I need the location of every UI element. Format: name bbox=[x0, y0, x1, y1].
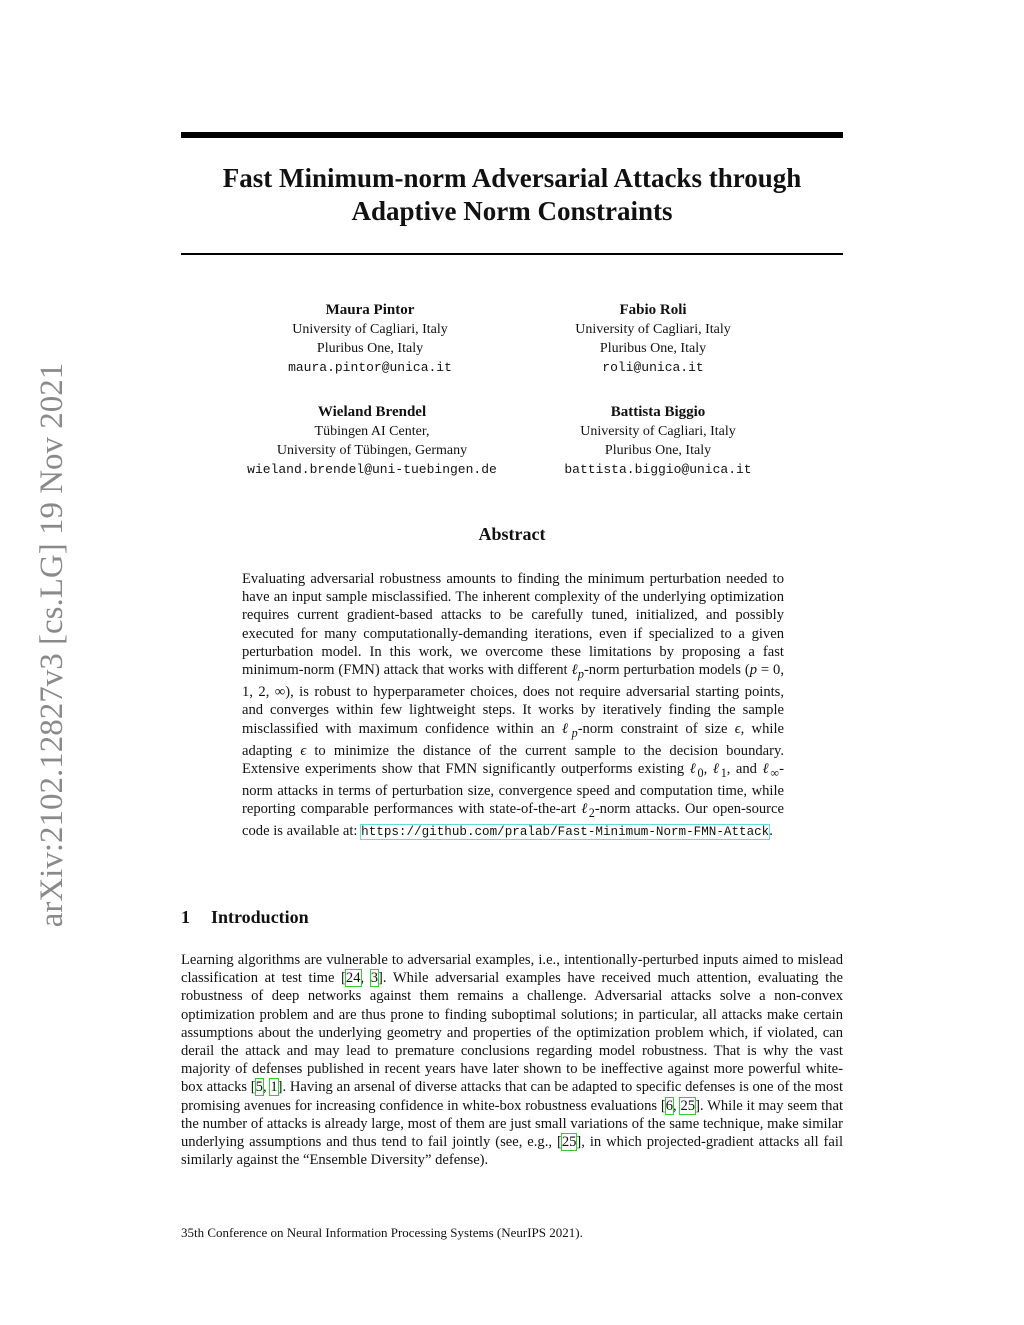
introduction-body bbox=[181, 951, 843, 1169]
author-affiliation: University of Cagliari, Italy bbox=[292, 322, 448, 337]
abstract-text: to minimize the distance of the current sample to the decision boundary. Extensive experiments show that FMN significantly outperforms existing bbox=[242, 742, 784, 777]
title-line-1: Fast Minimum-norm Adversarial Attacks through bbox=[222, 163, 802, 193]
author-block-2 bbox=[503, 300, 803, 377]
intro-text: ], in which projected-gradient attacks all fail similarly against the “Ensemble Diversity” defense). bbox=[181, 1134, 844, 1169]
intro-text: Learning algorithms are vulnerable to adversarial examples, i.e., intentionally-perturbed inputs aimed to mislead classification at test time [ bbox=[181, 952, 843, 987]
author-email: wieland.brendel@uni-tuebingen.de bbox=[247, 462, 497, 477]
section-title: Introduction bbox=[211, 907, 309, 927]
citation-link[interactable]: 6 bbox=[665, 1097, 674, 1114]
title-bottom-rule bbox=[181, 253, 843, 255]
abstract-text: ), is robust to hyperparameter choices, does not require adversarial starting points, and converges within few lightweight steps. It works by iteratively finding the sample misclassified with maximum confidence within an bbox=[242, 684, 785, 737]
citation-link[interactable]: 1 bbox=[270, 1079, 278, 1096]
author-email: roli@unica.it bbox=[602, 360, 704, 375]
intro-text: ]. While adversarial examples have received much attention, evaluating the robustness of deep networks against them remains a challenge. Adversarial attacks solve a non-convex optimization problem and are thus prone to finding suboptimal solutions; in particular, all attacks make certain assumptions about the underlying geometry and properties of the optimization problem which, if violated, can derail the attack and may lead to premature conclusions regarding model robustness. That is why the vast majority of defenses published in recent years have later shown to be ineffective against more powerful white-box attacks [ bbox=[181, 970, 844, 1096]
author-block-4 bbox=[508, 402, 808, 479]
title-line-2: Adaptive Norm Constraints bbox=[351, 196, 673, 226]
citation-link[interactable]: 25 bbox=[680, 1097, 696, 1114]
abstract-heading: Abstract bbox=[478, 524, 546, 544]
abstract-text: -norm attacks. Our open-source code is available at: bbox=[242, 801, 784, 840]
code-repository-link[interactable]: https://github.com/pralab/Fast-Minimum-Norm-FMN-Attack bbox=[361, 825, 770, 840]
paper-title bbox=[181, 162, 843, 228]
conference-footer: 35th Conference on Neural Information Processing Systems (NeurIPS 2021). bbox=[181, 1225, 583, 1240]
arxiv-stamp: arXiv:2102.12827v3 [cs.LG] 19 Nov 2021 bbox=[34, 362, 70, 928]
abstract-text: Evaluating adversarial robustness amounts to finding the minimum perturbation needed to have an input sample misclassified. The inherent complexity of the underlying optimization requires current gradient-based attacks to be carefully tuned, initialized, and possibly executed for many computationally-demanding iterations, even if specialized to a given perturbation model. In this work, we overcome these limitations by proposing a fast minimum-norm (FMN) attack that works with different bbox=[242, 571, 784, 679]
intro-text: , bbox=[673, 1097, 681, 1114]
citation-link[interactable]: 5 bbox=[255, 1079, 263, 1096]
author-affiliation: University of Cagliari, Italy bbox=[580, 424, 736, 439]
author-name: Fabio Roli bbox=[619, 302, 687, 318]
author-affiliation: Pluribus One, Italy bbox=[316, 341, 424, 356]
citation-link[interactable]: 25 bbox=[561, 1134, 577, 1151]
author-email: battista.biggio@unica.it bbox=[564, 462, 752, 477]
citation-link[interactable]: 24 bbox=[345, 970, 361, 987]
abstract-text: -norm attacks in terms of perturbation size, convergence speed and computation time, while reporting comparable performances with state-of-the-art bbox=[242, 760, 784, 818]
author-affiliation: University of Tübingen, Germany bbox=[276, 443, 468, 458]
abstract-text: -norm constraint of size bbox=[577, 720, 735, 737]
author-affiliation: Tübingen AI Center, bbox=[314, 424, 430, 439]
intro-text: , bbox=[262, 1079, 271, 1096]
intro-text: , bbox=[360, 970, 371, 987]
abstract-body: Evaluating adversarial robustness amounts to finding the minimum perturbation needed to have an input sample misclassified. The inherent complexity of the underlying optimization requires current gradient-based attacks to be carefully tuned, initialized, and possibly executed for many computationally-demanding iterations, even if specialized to a given perturbation model. In this work, we overcome these limitations by proposing a fast minimum-norm (FMN) attack that works with different ℓ$_p$-norm perturbation models (p = 0, 1, 2, ∞), is robust to hyperparameter choices, does not require adversarial starting points, and converges within few lightweight steps. It works by iteratively finding the sample misclassified with maximum confidence within an ℓ$_p$-norm constraint of size ϵ, while adapting ϵ to minimize the distance of the current sample to the decision boundary. Extensive experiments show that FMN significantly outperforms existing ℓ$_0$, ℓ$_1$, and ℓ$_\infty$-norm attacks in terms of perturbation size, convergence speed and computation time, while reporting comparable performances with state-of-the-art ℓ$_2$-norm attacks. Our open-source code is available at: https://github.com/pralab/Fast-Minimum-Norm-FMN-Attack. bbox=[242, 571, 785, 840]
author-affiliation: Pluribus One, Italy bbox=[604, 443, 712, 458]
author-email: maura.pintor@unica.it bbox=[288, 360, 452, 375]
abstract-text: -norm perturbation models ( bbox=[583, 662, 750, 679]
author-block-3 bbox=[222, 402, 522, 479]
abstract-text: . bbox=[769, 823, 773, 840]
author-affiliation: Pluribus One, Italy bbox=[599, 341, 707, 356]
intro-text: ]. Having an arsenal of diverse attacks that can be adapted to specific defenses is one of the most promising avenues for increasing confidence in white-box robustness evaluations [ bbox=[181, 1079, 843, 1114]
abstract-text: , while adapting bbox=[242, 720, 784, 759]
author-affiliation: University of Cagliari, Italy bbox=[575, 322, 731, 337]
citation-link[interactable]: 3 bbox=[370, 970, 379, 987]
intro-text: ]. While it may seem that the number of attacks is already large, most of them are just small variations of the same technique, make similar underlying assumptions and thus tend to fail jointly (see, e.g., [ bbox=[181, 1097, 843, 1151]
section-number: 1 bbox=[181, 907, 190, 927]
author-name: Wieland Brendel bbox=[317, 404, 427, 420]
title-top-rule bbox=[181, 132, 843, 138]
section-heading-introduction bbox=[181, 907, 309, 928]
author-name: Battista Biggio bbox=[610, 404, 706, 420]
author-name: Maura Pintor bbox=[325, 302, 415, 318]
author-block-1 bbox=[220, 300, 520, 377]
